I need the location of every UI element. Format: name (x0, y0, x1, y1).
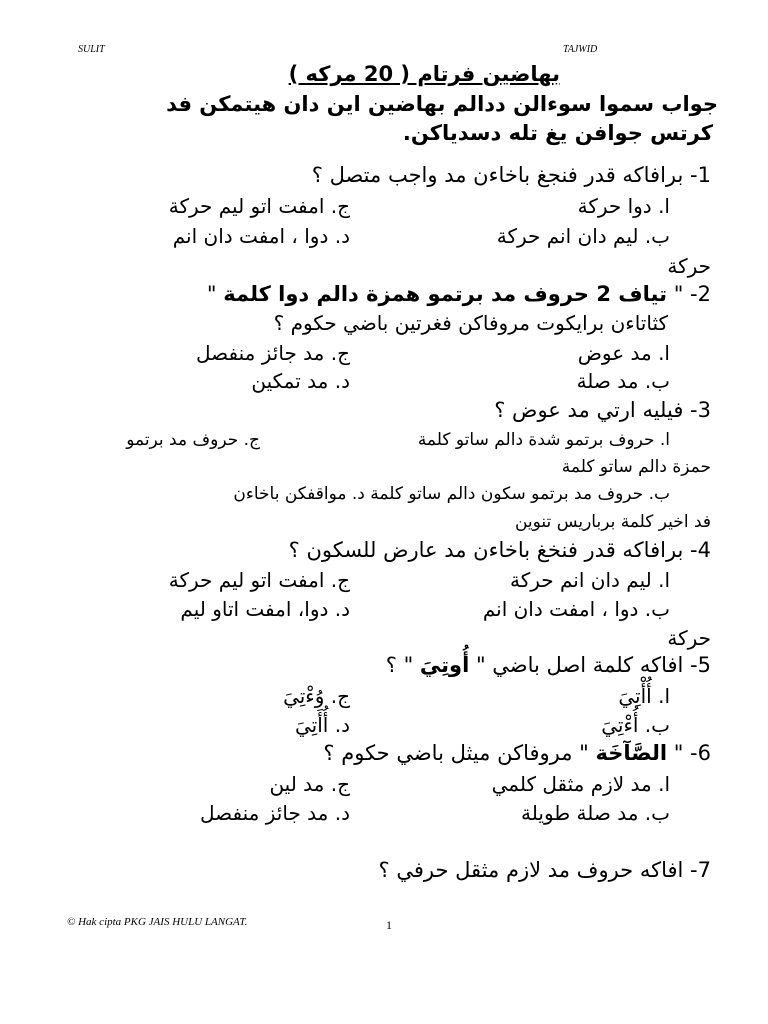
q4-option-b: ب. دوا ، امفت دان انم (482, 597, 670, 621)
question-5 (386, 653, 711, 677)
q5-word: أُوتِيَ (419, 653, 470, 677)
q2-prefix: 2- " (667, 282, 711, 306)
instruction-line-2: كرتس جوافن يغ تله دسدياكن. (402, 121, 713, 145)
q1-option-c: ج. امفت اتو ليم حركة (168, 194, 350, 218)
q6-suffix: " مروفاكن ميثل باضي حكوم ؟ (323, 741, 596, 765)
q3-option-c-continued: حمزة دالم ساتو كلمة (561, 457, 711, 477)
q2-option-c: ج. مد جائز منفصل (196, 341, 350, 365)
q5-option-c: ج. وُءْتِيَ (283, 684, 350, 708)
q2-suffix: " (206, 282, 224, 306)
header-right-label: TAJWID (563, 44, 598, 55)
q3-option-d-continued: فد اخير كلمة برباريس تنوين (514, 512, 711, 532)
q2-option-a: ا. مد عوض (577, 341, 670, 365)
q4-option-continued: حركة (667, 626, 711, 650)
footer-copyright: © Hak cipta PKG JAIS HULU LANGAT. (67, 916, 248, 928)
question-3: 3- فيليه ارتي مد عوض ؟ (494, 398, 711, 422)
q6-option-c: ج. مد لين (269, 772, 350, 796)
q5-option-a: ا. أُأْتِيَ (618, 684, 670, 708)
question-2 (207, 282, 711, 306)
q2-option-b: ب. مد صلة (576, 369, 670, 393)
q1-option-b: ب. ليم دان انم حركة (496, 224, 670, 248)
q5-prefix: 5- افاكه كلمة اصل باضي " (469, 653, 711, 677)
q5-suffix: " ؟ (385, 653, 420, 677)
question-4: 4- برافاكه قدر فنخغ باخاءن مد عارض للسكون ؟ (288, 538, 711, 562)
q6-option-a: ا. مد لازم مثقل كلمي (491, 772, 670, 796)
q3-option-c: ج. حروف مد برتمو (126, 430, 260, 450)
q5-option-d: د. أُأَتِيَ (295, 713, 350, 737)
question-2-line-2: كثاتاءن برايكوت مروفاكن فغرتين باضي حكوم ؟ (273, 311, 668, 335)
question-7: 7- افاكه حروف مد لازم مثقل حرفي ؟ (378, 858, 711, 882)
page-number: 1 (386, 918, 392, 932)
q4-option-c: ج. امفت اتو ليم حركة (168, 568, 350, 592)
q2-bold-text: تياف 2 حروف مد برتمو همزة دالم دوا كلمة (223, 282, 668, 306)
page-title: بهاضين فرتام ( 20 مركه ) (288, 62, 560, 86)
question-6 (323, 741, 711, 765)
header-left-label: SULIT (78, 44, 105, 55)
q3-option-a: ا. حروف برتمو شدة دالم ساتو كلمة (417, 430, 670, 450)
q6-option-d: د. مد جائز منفصل (200, 801, 350, 825)
q4-option-a: ا. ليم دان انم حركة (509, 568, 670, 592)
q6-option-b: ب. مد صلة طويلة (521, 801, 670, 825)
q3-option-b-and-d: ب. حروف مد برتمو سكون دالم ساتو كلمة د. مواقفكن باخاءن (233, 484, 670, 504)
q4-option-d: د. دوا، امفت اتاو ليم (180, 597, 350, 621)
q5-option-b: ب. أُءْتِيَ (601, 713, 670, 737)
instruction-line-1: جواب سموا سوءالن ددالم بهاضين اين دان هيتمكن فد (166, 92, 718, 116)
q1-option-a: ا. دوا حركة (577, 194, 670, 218)
q6-prefix: 6- " (667, 741, 711, 765)
q6-word: الصَّآخَة (595, 741, 668, 765)
question-1: 1- برافاكه قدر فنجغ باخاءن مد واجب متصل ؟ (311, 163, 711, 187)
q1-option-d-continued: حركة (667, 254, 711, 278)
q2-option-d: د. مد تمكين (251, 369, 350, 393)
q1-option-d: د. دوا ، امفت دان انم (172, 224, 350, 248)
